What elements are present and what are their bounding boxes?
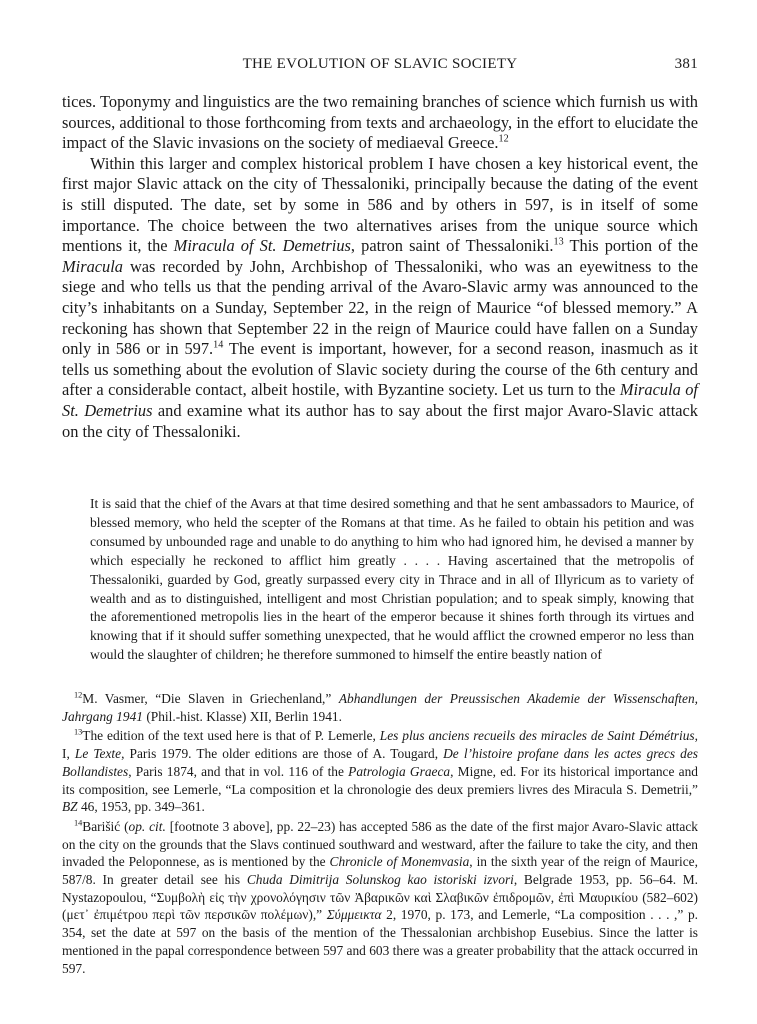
italic-title: Σύμμεικτα bbox=[326, 907, 382, 923]
italic-title: Abhandlungen der Preussischen Akademie der Wissenschaften, Jahrgang 1941 bbox=[62, 691, 699, 724]
page-number: 381 bbox=[674, 56, 698, 72]
text-run: [footnote 3 above], pp. 22–23) has accepted 586 as the date of the first major Avaro-Slavic attack on the city on the grounds that the Slavs continued southward and westward, after the failure to take the city, and then invaded the Peloponnese, as is mentioned by the bbox=[62, 818, 698, 870]
text-run: , Migne, ed. For its historical importance and its composition, see Lemerle, “La composition et la chronologie des deux premiers livres des Miracula S. Demetrii,” bbox=[62, 763, 698, 797]
footnote-ref-12[interactable]: 12 bbox=[498, 133, 509, 145]
text-run: and examine what its author has to say about the first major Avaro-Slavic attack on the city of Thessaloniki. bbox=[62, 400, 698, 441]
italic-title: Chuda Dimitrija Solunskog kao istoriski izvori bbox=[246, 872, 514, 888]
text-run: 46, 1953, pp. 349–361. bbox=[77, 799, 205, 815]
text-run: , Belgrade 1953, pp. 56–64. M. Nystazopoulou, “Συμβολὴ εἰς τὴν χρονολόγησιν τῶν Ἀβαρικῶν καὶ Σλαβικῶν ἐπιδρομῶν, ἐπὶ Μαυρικίου (582–602) (μετ᾽ ἐπιμέτρου περὶ τῶν περσικῶν πολέμων),” bbox=[62, 872, 698, 923]
italic-title: Patrologia Graeca bbox=[348, 763, 451, 779]
main-text bbox=[62, 92, 698, 442]
italic-title: Chronicle of Monemvasia bbox=[329, 854, 470, 870]
text-run: , Paris 1874, and that in vol. 116 of the bbox=[128, 763, 349, 779]
italic-title: Miracula of St. Demetrius bbox=[62, 380, 698, 420]
text-run: 2, 1970, p. 173, and Lemerle, “La composition . . . ,” p. 354, set the date at 597 on the basis of the mention of the Thessalonian archbishop Eusebius. Since the latter is mentioned in the papal correspondence between 597 and 603 there was a greater probability that the attack occurred in 597. bbox=[62, 907, 698, 976]
footnotes bbox=[62, 690, 698, 977]
block-quote bbox=[90, 495, 694, 665]
text-run: M. Vasmer, “Die Slaven in Griechenland,” bbox=[82, 691, 339, 706]
text-run: was recorded by John, Archbishop of Thessaloniki, who was an eyewitness to the siege and who tells us that the pending arrival of the Avaro-Slavic army was announced to the city’s inhabitants on a Sunday, September 22, in the reign of Maurice “of blessed memory.” A reckoning has shown that September 22 in the reign of Maurice could have fallen on a Sunday only in 586 or in 597. bbox=[62, 256, 698, 359]
text-run: , in the sixth year of the reign of Maurice, 587/8. In greater detail see his bbox=[62, 854, 698, 888]
text-run: The edition of the text used here is that of P. Lemerle, bbox=[82, 728, 380, 744]
text-run: tices. Toponymy and linguistics are the two remaining branches of science which furnish us with sources, additional to those forthcoming from texts and archaeology, in the effort to elucidate the impact of the Slavic invasions on the society of mediaeval Greece. bbox=[62, 92, 698, 153]
text-run: Within this larger and complex historical problem I have chosen a key historical event, the first major Slavic attack on the city of Thessaloniki, principally because the dating of the event is still disputed. The date, set by some in 586 and by others in 597, is in itself of some importance. The choice between the two alternatives arises from the unique source which mentions it, the bbox=[62, 153, 698, 256]
quote-text: It is said that the chief of the Avars at that time desired something and that he sent ambassadors to Maurice, of blessed memory, who held the scepter of the Romans at that time. As he failed to obtain his petition and was consumed by unbounded rage and unable to do anything to him who had ignored him, he devised a manner by which especially he reckoned to afflict him greatly . . . . Having ascertained that the metropolis of Thessaloniki, guarded by God, greatly surpassed every city in Thrace and in all of Illyricum as to variety of wealth and as to distinguished, intelligent and most Christian population; and to speak simply, knowing that the aforementioned metropolis lies in the heart of the emperor because it shines forth through its virtues and knowing that if it should suffer something unexpected, that he would afflict the crowned emperor no less than would the slaughter of children; he therefore summoned to himself the entire beastly nation of bbox=[90, 496, 694, 663]
text-run: , I, bbox=[62, 728, 698, 762]
italic-title: Les plus anciens recueils des miracles de Saint Démétrius bbox=[379, 728, 695, 744]
text-run: The event is important, however, for a second reason, inasmuch as it tells us something about the evolution of Slavic society during the course of the 6th century and after a considerable contact, albeit hostile, with Byzantine society. Let us turn to the bbox=[62, 339, 698, 400]
footnote-12 bbox=[62, 690, 698, 725]
paragraph-continued bbox=[62, 92, 698, 154]
footnote-13 bbox=[62, 727, 698, 816]
footnote-number: 14 bbox=[74, 818, 83, 828]
footnote-14 bbox=[62, 818, 698, 977]
footnote-ref-13[interactable]: 13 bbox=[553, 236, 564, 248]
text-run: , Paris 1979. The older editions are those of A. Tougard, bbox=[121, 746, 444, 762]
footnote-number: 13 bbox=[74, 727, 83, 737]
footnote-ref-14[interactable]: 14 bbox=[213, 339, 224, 351]
running-title: THE EVOLUTION OF SLAVIC SOCIETY bbox=[242, 56, 518, 72]
italic-title: Miracula bbox=[62, 256, 124, 276]
footnote-number: 12 bbox=[74, 690, 83, 700]
text-run: Barišić ( bbox=[82, 818, 129, 834]
text-run: (Phil.-hist. Klasse) XII, Berlin 1941. bbox=[142, 708, 342, 724]
italic-title: Le Texte bbox=[74, 746, 122, 762]
italic-title: De l’histoire profane dans les actes grecs des Bollandistes bbox=[62, 746, 698, 779]
text-run: , patron saint of Thessaloniki. bbox=[350, 236, 554, 256]
italic-title: op. cit. bbox=[128, 818, 166, 834]
italic-title: BZ bbox=[62, 799, 78, 815]
text-run: This portion of the bbox=[563, 236, 698, 256]
italic-title: Miracula of St. Demetrius bbox=[173, 236, 351, 256]
paragraph bbox=[62, 154, 698, 442]
